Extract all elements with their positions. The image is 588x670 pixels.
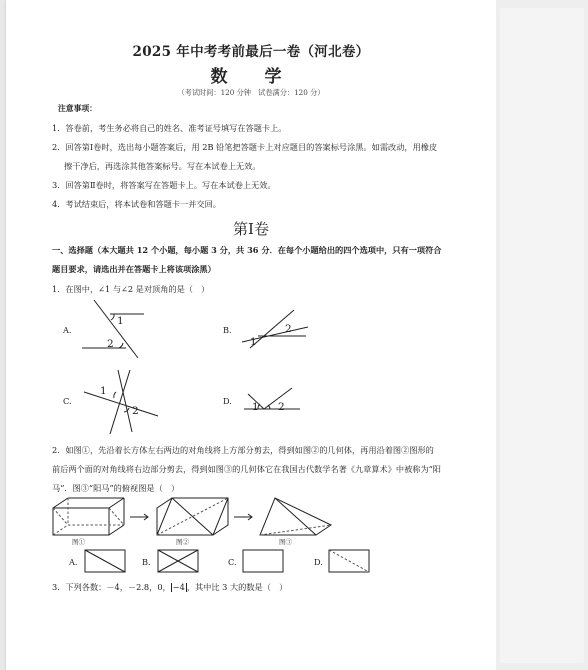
q3-stem-b: ，其中比 3 大的数是（ ） (186, 582, 288, 592)
q1-figure-a (76, 296, 151, 366)
q1-b-angle1: 1 (250, 336, 257, 348)
note-item-1: 1．答卷前，考生务必将自己的姓名、准考证号填写在答题卡上。 (52, 123, 287, 133)
notes-heading: 注意事项： (58, 104, 97, 113)
q1-c-angle1: 1 (100, 385, 107, 397)
q1-c-angle2: 2 (132, 405, 139, 417)
q3-stem (52, 582, 287, 593)
note-item-4: 4．考试结束后，将本试卷和答题卡一并交回。 (52, 199, 221, 209)
q1-figure-d (238, 384, 313, 419)
exam-info: （考试时间：120 分钟 试卷满分：120 分） (177, 88, 325, 97)
side-panel-block (500, 8, 584, 663)
q2-option-c-figure (242, 549, 286, 575)
q1-option-b: B. (223, 325, 232, 335)
q1-option-d: D. (223, 396, 232, 406)
q1-d-angle1: 1 (252, 401, 259, 413)
q2-fig3-label: 图③ (279, 538, 292, 546)
q2-figure-1 (50, 496, 130, 546)
q1-option-a: A. (63, 325, 72, 335)
q2-figure-3 (257, 496, 337, 546)
q2-stem-2: 前后两个面的对角线将右边部分剪去，得到如图③的几何体它在我国古代数学名著《九章算术》中被称为“阳 (52, 464, 441, 474)
exam-subject: 数 学 (210, 67, 292, 87)
q2-stem-3: 马”．图③“阳马”的俯视图是（ ） (52, 483, 180, 493)
q2-option-a: A. (69, 557, 78, 567)
q1-figure-c (78, 366, 163, 436)
q1-option-c: C. (63, 396, 72, 406)
q1-stem: 1．在图中，∠1 与∠2 是对顶角的是（ ） (52, 284, 210, 294)
arrow-1 (130, 512, 152, 522)
note-item-2: 2．回答第Ⅰ卷时，选出每小题答案后，用 2B 铅笔把答题卡上对应题目的答案标号涂黑。如需改动，用橡皮 (52, 142, 438, 152)
q2-option-d: D. (314, 557, 323, 567)
exam-title: 2025 年中考考前最后一卷（河北卷） (132, 44, 370, 60)
note-item-2-cont: 擦干净后，再选涂其他答案标号。写在本试卷上无效。 (64, 161, 261, 171)
q2-option-d-figure (328, 549, 372, 575)
note-item-3: 3．回答第Ⅱ卷时，将答案写在答题卡上。写在本试卷上无效。 (52, 180, 276, 190)
side-panel (496, 0, 588, 670)
q1-d-angle2: 2 (278, 401, 285, 413)
q2-option-b: B. (142, 557, 151, 567)
q2-figure-2 (154, 496, 234, 546)
q3-abs-value (171, 583, 187, 592)
section-title: 第Ⅰ卷 (233, 220, 269, 238)
q2-fig1-label: 图① (72, 538, 85, 546)
arrow-2 (234, 512, 256, 522)
q3-abs-inner: −4 (172, 582, 185, 592)
q2-stem-1: 2．如图①，先沿着长方体左右两边的对角线将上方部分剪去，得到如图②的几何体，再用沿着图②图形的 (52, 445, 434, 455)
q1-figure-b (238, 302, 313, 352)
q2-fig2-label: 图② (176, 538, 189, 546)
part1-heading: 一、选择题（本大题共 12 个小题，每小题 3 分，共 36 分．在每个小题给出的四个选项中，只有一项符合 (52, 245, 442, 255)
q2-option-c: C. (228, 557, 237, 567)
q2-option-b-figure (157, 549, 201, 575)
q3-stem-a: 3．下列各数：－4，－2.8，0， (52, 582, 171, 592)
q2-option-a-figure (84, 549, 128, 575)
q1-a-angle1: 1 (117, 315, 124, 327)
q1-b-angle2: 2 (285, 323, 292, 335)
part1-heading-cont: 题目要求，请选出并在答题卡上将该项涂黑） (52, 264, 216, 274)
q1-a-angle2: 2 (107, 338, 114, 350)
exam-page (6, 0, 496, 670)
